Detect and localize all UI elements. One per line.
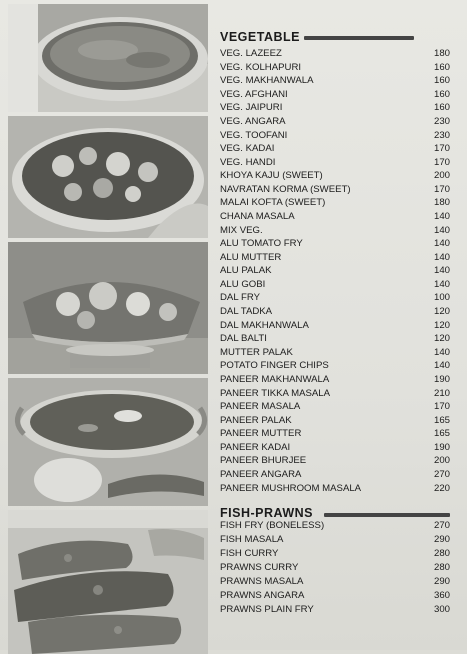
menu-item — [220, 332, 450, 345]
menu-item-price: 220 — [433, 482, 450, 494]
menu-item-name: PANEER KADAI — [220, 441, 291, 453]
menu-item-price: 160 — [433, 88, 450, 100]
menu-item — [220, 603, 450, 616]
menu-item-name: PANEER ANGARA — [220, 469, 302, 480]
menu-item-price: 180 — [433, 197, 450, 209]
menu-item-price: 140 — [433, 278, 450, 290]
menu-item-price: 165 — [433, 414, 450, 426]
menu-item-name: ALU PALAK — [220, 265, 272, 277]
menu-item — [220, 129, 450, 142]
menu-item-name: VEG. MAKHANWALA — [220, 75, 314, 87]
menu-item-price: 210 — [433, 387, 450, 399]
menu-item-price: 290 — [433, 534, 450, 545]
menu-item — [220, 156, 450, 169]
menu-item-price: 120 — [433, 306, 450, 317]
menu-item-price: 270 — [433, 469, 450, 480]
dish-photo-5 — [8, 510, 208, 654]
menu-item — [220, 373, 450, 386]
section-rule — [304, 36, 414, 40]
menu-item-price: 140 — [433, 224, 450, 236]
menu-item — [220, 88, 450, 101]
menu-item-price: 140 — [433, 238, 450, 250]
menu-item-name: ALU GOBI — [220, 278, 266, 290]
menu-item — [220, 278, 450, 291]
menu-item-name: VEG. LAZEEZ — [220, 48, 282, 59]
menu-item — [220, 561, 450, 574]
menu-item — [220, 427, 450, 440]
menu-item-name: VEG. ANGARA — [220, 115, 286, 127]
menu-item-name: ALU TOMATO FRY — [220, 238, 303, 250]
menu-item-price: 200 — [433, 170, 450, 182]
menu-item-price: 230 — [433, 115, 450, 127]
section-title: VEGETABLE — [220, 30, 300, 44]
menu-item-price: 160 — [433, 102, 450, 114]
menu-item-name: PANEER TIKKA MASALA — [220, 387, 331, 399]
dish-photo-3 — [8, 242, 208, 374]
menu-item-price: 160 — [433, 75, 450, 87]
menu-item-price: 190 — [433, 373, 450, 385]
menu-item-name: VEG. KADAI — [220, 143, 275, 155]
menu-item — [220, 237, 450, 250]
menu-item-name: PANEER MUSHROOM MASALA — [220, 482, 362, 494]
section-rule — [324, 513, 450, 517]
dish-photo-2 — [8, 116, 208, 238]
menu-item — [220, 264, 450, 277]
menu-item — [220, 224, 450, 237]
menu-item-price: 120 — [433, 333, 450, 345]
dish-photo-4 — [8, 378, 208, 506]
menu-item — [220, 519, 450, 532]
photo-column — [8, 4, 208, 650]
section-title: FISH-PRAWNS — [220, 506, 313, 520]
menu-item-price: 300 — [433, 604, 450, 615]
menu-item-name: PANEER BHURJEE — [220, 455, 307, 467]
menu-item-price: 140 — [433, 251, 450, 263]
menu-item-price: 270 — [433, 520, 450, 531]
menu-item-price: 170 — [433, 156, 450, 168]
menu-item — [220, 305, 450, 318]
menu-item — [220, 74, 450, 87]
menu-item-name: MUTTER PALAK — [220, 346, 293, 358]
menu-item — [220, 482, 450, 495]
menu-item-name: CHANA MASALA — [220, 211, 295, 222]
menu-item-name: PRAWNS CURRY — [220, 562, 299, 573]
menu-item — [220, 61, 450, 74]
menu-item — [220, 441, 450, 454]
menu-item — [220, 210, 450, 223]
menu-item-price: 140 — [433, 346, 450, 358]
menu-item — [220, 196, 450, 209]
menu-item-name: VEG. JAIPURI — [220, 102, 283, 114]
menu-item — [220, 547, 450, 560]
menu-item — [220, 468, 450, 481]
menu-item-name: MALAI KOFTA (SWEET) — [220, 197, 326, 209]
menu-item — [220, 319, 450, 332]
menu-item-name: FISH CURRY — [220, 548, 279, 559]
menu-item — [220, 414, 450, 427]
menu-item-price: 200 — [433, 455, 450, 467]
menu-item-name: POTATO FINGER CHIPS — [220, 360, 329, 372]
menu-item-name: VEG. HANDI — [220, 156, 276, 168]
menu-item — [220, 142, 450, 155]
menu-item-name: MIX VEG. — [220, 224, 263, 236]
menu-item-name: PANEER MASALA — [220, 401, 301, 413]
menu-item — [220, 359, 450, 372]
menu-item-name: DAL TADKA — [220, 306, 273, 317]
menu-item — [220, 115, 450, 128]
menu-item — [220, 454, 450, 467]
menu-item-price: 360 — [433, 590, 450, 601]
menu-item — [220, 575, 450, 588]
menu-item-name: PRAWNS MASALA — [220, 576, 304, 587]
menu-item — [220, 291, 450, 304]
menu-item-price: 290 — [433, 576, 450, 587]
menu-item-name: FISH FRY (BONELESS) — [220, 520, 325, 531]
menu-item-price: 160 — [433, 61, 450, 73]
menu-item — [220, 387, 450, 400]
menu-item — [220, 589, 450, 602]
menu-item-name: ALU MUTTER — [220, 251, 282, 263]
menu-item-price: 140 — [433, 360, 450, 372]
menu-item-name: DAL BALTI — [220, 333, 267, 345]
menu-item-price: 165 — [433, 428, 450, 440]
menu-item-name: VEG. TOOFANI — [220, 129, 288, 141]
menu-item — [220, 47, 450, 60]
menu-item — [220, 533, 450, 546]
menu-item-name: VEG. KOLHAPURI — [220, 61, 302, 73]
menu-item-price: 230 — [433, 129, 450, 141]
menu-item-price: 180 — [433, 48, 450, 59]
menu-item — [220, 169, 450, 182]
menu-item — [220, 101, 450, 114]
menu-item-price: 120 — [433, 319, 450, 331]
menu-item-price: 170 — [433, 143, 450, 155]
menu-item-price: 280 — [433, 548, 450, 559]
menu-item-name: KHOYA KAJU (SWEET) — [220, 170, 323, 182]
menu-item-name: VEG. AFGHANI — [220, 88, 288, 100]
menu-item-name: NAVRATAN KORMA (SWEET) — [220, 183, 351, 195]
menu-item-price: 170 — [433, 183, 450, 195]
menu-item-name: PANEER PALAK — [220, 414, 292, 426]
menu-item-name: PANEER MAKHANWALA — [220, 373, 330, 385]
menu-item-price: 140 — [433, 265, 450, 277]
menu-item-name: PANEER MUTTER — [220, 428, 302, 440]
menu-item — [220, 346, 450, 359]
dish-photo-1 — [8, 4, 208, 112]
menu-item-price: 280 — [433, 562, 450, 573]
menu-item-price: 140 — [433, 211, 450, 222]
menu-item-name: PRAWNS PLAIN FRY — [220, 604, 314, 615]
menu-item-name: PRAWNS ANGARA — [220, 590, 305, 601]
menu-item — [220, 400, 450, 413]
menu-item-price: 170 — [433, 401, 450, 413]
menu-item-price: 190 — [433, 441, 450, 453]
menu-item — [220, 251, 450, 264]
menu-item — [220, 183, 450, 196]
menu-item-name: FISH MASALA — [220, 534, 284, 545]
menu-item-name: DAL MAKHANWALA — [220, 319, 309, 331]
menu-item-price: 100 — [433, 292, 450, 304]
menu-list — [220, 0, 452, 650]
menu-item-name: DAL FRY — [220, 292, 260, 304]
